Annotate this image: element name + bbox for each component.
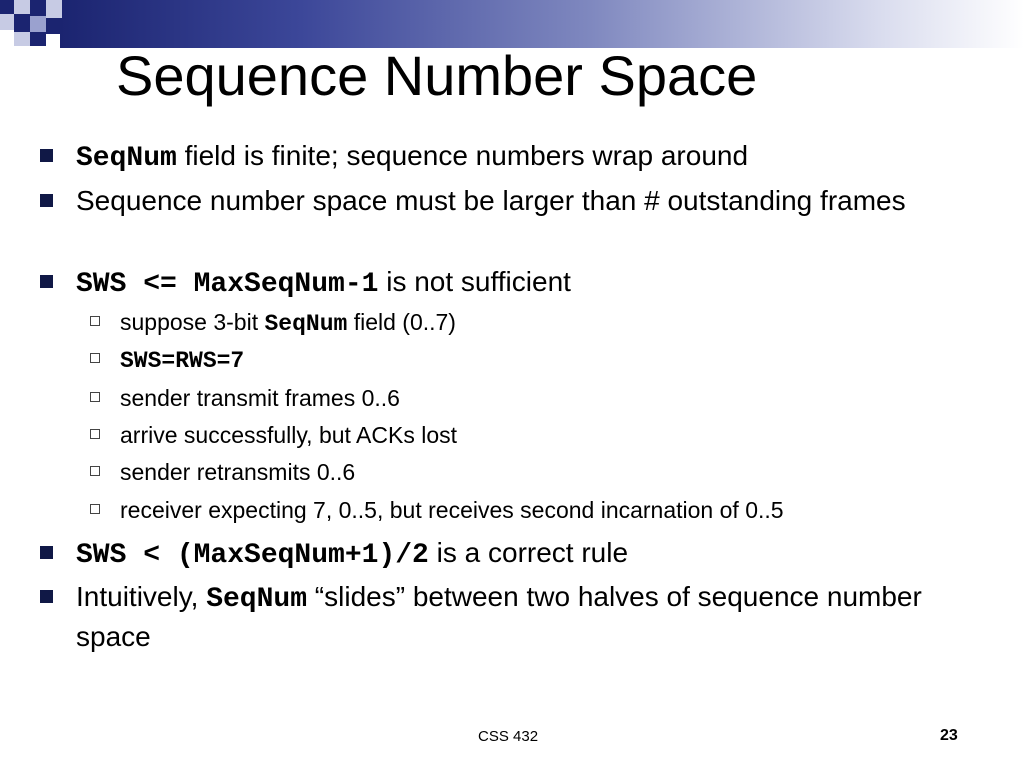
bullet-item xyxy=(40,534,990,574)
bullet-item xyxy=(40,182,990,219)
sub-bullet-text xyxy=(120,307,990,339)
bullet-body: field is finite; sequence numbers wrap around xyxy=(176,140,749,171)
decor-square xyxy=(30,32,46,46)
code-term: SeqNum xyxy=(76,143,177,174)
code-term: SeqNum xyxy=(206,584,308,615)
bullet-text xyxy=(76,137,990,177)
decor-square xyxy=(14,32,30,46)
sub-bullet-item xyxy=(90,495,990,525)
bullet-item xyxy=(40,578,990,655)
hollow-square-bullet-icon xyxy=(90,504,100,514)
sub-bullet-text xyxy=(120,344,990,376)
bullet-item xyxy=(40,263,990,303)
bullet-body: is a correct rule xyxy=(428,537,629,568)
decor-square xyxy=(46,0,62,18)
decor-square xyxy=(46,18,60,34)
slide-title: Sequence Number Space xyxy=(116,44,758,107)
square-bullet-icon xyxy=(40,275,53,288)
code-term: SeqNum xyxy=(264,311,348,337)
hollow-square-bullet-icon xyxy=(90,392,100,402)
bullet-text: Sequence number space must be larger than # outstanding frames xyxy=(76,185,906,216)
sub-bullet-item xyxy=(90,383,990,413)
square-bullet-icon xyxy=(40,590,53,603)
sub-bullet-item xyxy=(90,457,990,487)
sub-bullet-text: arrive successfully, but ACKs lost xyxy=(120,422,458,448)
bullet-text xyxy=(76,578,990,655)
decor-square xyxy=(14,14,30,32)
decor-square xyxy=(30,0,46,16)
bullet-body: is not sufficient xyxy=(378,266,571,297)
sub-bullet-item xyxy=(90,307,990,339)
bullet-body: “slides” between two halves of sequence number space xyxy=(76,581,922,652)
footer-course: CSS 432 xyxy=(478,728,539,745)
decor-square xyxy=(14,0,30,14)
hollow-square-bullet-icon xyxy=(90,429,100,439)
sub-bullet-pre: suppose 3-bit xyxy=(120,309,265,335)
sub-bullet-text: sender transmit frames 0..6 xyxy=(120,385,400,411)
hollow-square-bullet-icon xyxy=(90,353,100,363)
code-term: SWS <= MaxSeqNum-1 xyxy=(76,269,379,300)
bullet-text xyxy=(76,534,990,574)
code-term: SWS=RWS=7 xyxy=(120,348,245,374)
sub-bullet-item xyxy=(90,420,990,450)
decor-square xyxy=(0,0,14,14)
bullet-item xyxy=(40,137,990,177)
sub-bullet-text: receiver expecting 7, 0..5, but receives second incarnation of 0..5 xyxy=(120,497,784,523)
square-bullet-icon xyxy=(40,149,53,162)
decor-square xyxy=(0,14,14,30)
hollow-square-bullet-icon xyxy=(90,316,100,326)
bullet-pre: Intuitively, xyxy=(76,581,207,612)
square-bullet-icon xyxy=(40,194,53,207)
square-bullet-icon xyxy=(40,546,53,559)
sub-bullet-text: sender retransmits 0..6 xyxy=(120,459,356,485)
bullet-text xyxy=(76,263,990,303)
page-number: 23 xyxy=(940,727,958,744)
sub-bullet-body: field (0..7) xyxy=(347,309,456,335)
sub-bullet-item xyxy=(90,344,990,376)
hollow-square-bullet-icon xyxy=(90,466,100,476)
code-term: SWS < (MaxSeqNum+1)/2 xyxy=(76,540,429,571)
decor-square xyxy=(30,16,46,32)
